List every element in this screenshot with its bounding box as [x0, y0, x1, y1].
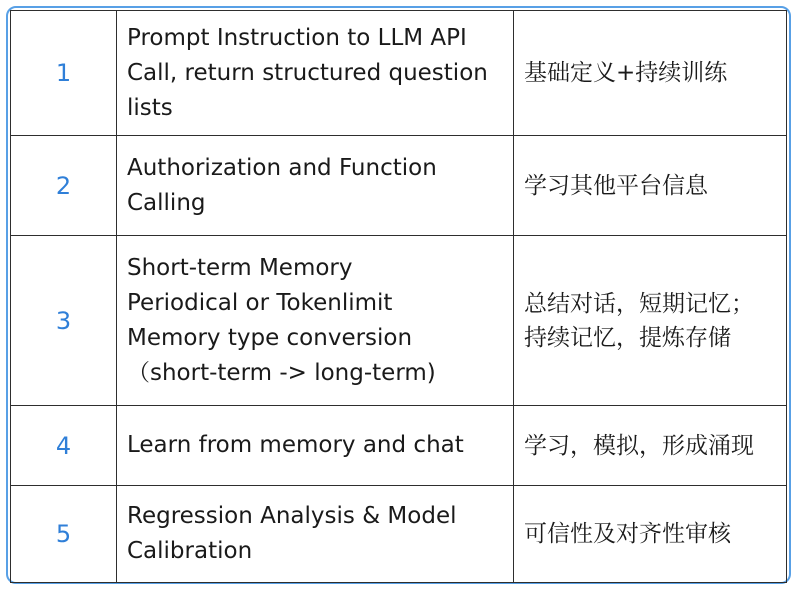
- chinese-line: 持续记忆，提炼存储: [524, 324, 731, 351]
- table-row: [11, 486, 787, 583]
- description-line: Memory type conversion: [127, 324, 413, 351]
- row-description: [117, 406, 514, 486]
- chinese-line: 总结对话，短期记忆；: [524, 290, 754, 317]
- row-number: 5: [11, 486, 117, 583]
- row-description: [117, 486, 514, 583]
- row-chinese-note: [514, 486, 787, 583]
- chinese-line: 学习其他平台信息: [524, 172, 708, 199]
- description-line: Calibration: [127, 538, 253, 564]
- row-chinese-note: [514, 236, 787, 406]
- row-number: 1: [11, 11, 117, 136]
- chinese-line: 学习，模拟，形成涌现: [524, 432, 754, 459]
- description-line: （short-term -> long-term): [127, 359, 436, 386]
- description-line: Prompt Instruction to LLM API: [127, 24, 467, 51]
- description-line: Periodical or Tokenlimit: [127, 289, 393, 316]
- table-row: [11, 236, 787, 406]
- row-chinese-note: [514, 406, 787, 486]
- row-number: 4: [11, 406, 117, 486]
- description-line: lists: [127, 94, 173, 121]
- description-line: Authorization and Function: [127, 154, 437, 181]
- description-line: Short-term Memory: [127, 254, 353, 281]
- row-description: [117, 236, 514, 406]
- row-chinese-note: [514, 136, 787, 236]
- description-line: Learn from memory and chat: [127, 432, 464, 458]
- row-number: 3: [11, 236, 117, 406]
- table-row: [11, 406, 787, 486]
- table-row: [11, 11, 787, 136]
- feature-table: [10, 10, 787, 583]
- chinese-line: 可信性及对齐性审核: [524, 521, 731, 547]
- row-description: [117, 11, 514, 136]
- chinese-line: 基础定义+持续训练: [524, 60, 728, 86]
- row-chinese-note: [514, 11, 787, 136]
- row-number: 2: [11, 136, 117, 236]
- description-line: Call, return structured question: [127, 59, 488, 86]
- table-row: [11, 136, 787, 236]
- description-line: Calling: [127, 189, 206, 216]
- description-line: Regression Analysis & Model: [127, 503, 457, 529]
- row-description: [117, 136, 514, 236]
